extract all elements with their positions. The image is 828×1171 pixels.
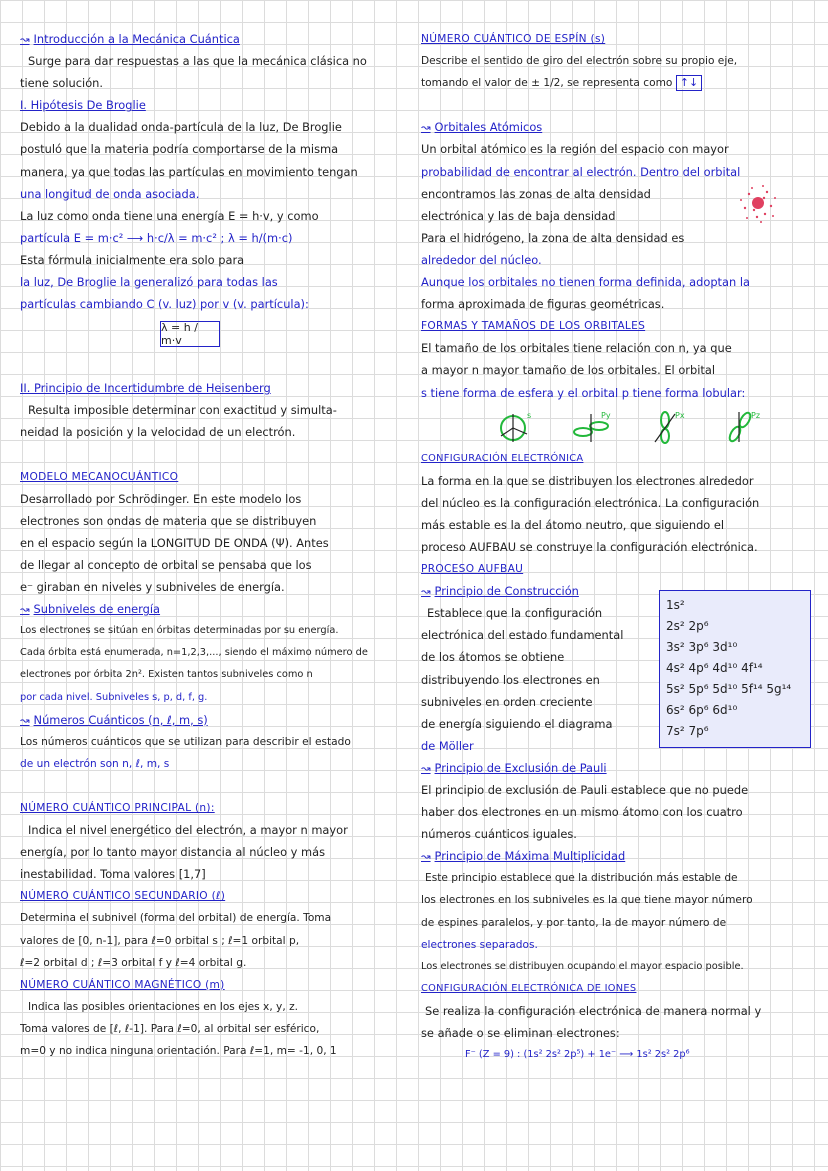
hund-line: Este principio establece que la distribución más estable de — [425, 872, 738, 885]
heisenberg-heading: II. Principio de Incertidumbre de Heisenberg — [20, 381, 271, 396]
numeros-line: de un electrón son n, ℓ, m, s — [20, 757, 170, 770]
principal-line: energía, por lo tanto mayor distancia al núcleo y más — [20, 845, 326, 860]
py-orbital-icon — [571, 408, 615, 444]
moller-row: 5s² 5p⁶ 5d¹⁰ 5f¹⁴ 5g¹⁴ — [666, 682, 792, 696]
orbitales-line: encontramos las zonas de alta densidad — [421, 186, 651, 201]
construccion-line: Establece que la configuración — [427, 606, 603, 621]
orbital-label: s — [527, 410, 532, 420]
subniveles-line: Los electrones se sitúan en órbitas determinadas por su energía. — [20, 625, 339, 637]
orbitales-line: Aunque los orbitales no tienen forma definida, adoptan la — [421, 275, 750, 290]
pauli-heading: ↝ Principio de Exclusión de Pauli — [421, 760, 607, 775]
construccion-line: electrónica del estado fundamental — [421, 628, 624, 643]
orbital-label: Pz — [751, 410, 761, 420]
hund-line: Los electrones se distribuyen ocupando el mayor espacio posible. — [421, 960, 744, 972]
broglie-line: Debido a la dualidad onda-partícula de la luz, De Broglie — [20, 120, 342, 135]
iones-line: se añade o se eliminan electrones: — [421, 1026, 620, 1041]
broglie-line: partícula E = m·c² ⟶ h·c/λ = m·c² ; λ = h/(m·c) — [20, 230, 293, 245]
modelo-line: Desarrollado por Schrödinger. En este modelo los — [20, 491, 302, 506]
secundario-line: Determina el subnivel (forma del orbital) de energía. Toma — [20, 912, 332, 925]
spin-line: Describe el sentido de giro del electrón sobre su propio eje, — [421, 55, 738, 68]
hund-line: electrones separados. — [421, 938, 538, 951]
secundario-line: valores de [0, n-1], para ℓ=0 orbital s ; ℓ=1 orbital p, — [20, 934, 300, 947]
pz-orbital-icon — [723, 408, 763, 444]
config-line: La forma en la que se distribuyen los electrones alrededor — [421, 473, 754, 488]
magnetico-line: Toma valores de [ℓ, ℓ-1]. Para ℓ=0, al orbital ser esférico, — [20, 1022, 320, 1035]
secundario-heading: NÚMERO CUÁNTICO SECUNDARIO (ℓ) — [20, 890, 226, 903]
orbitales-line: Un orbital atómico es la región del espacio con mayor — [421, 142, 729, 157]
config-line: proceso AUFBAU se construye la configuración electrónica. — [421, 539, 758, 554]
pauli-line: El principio de exclusión de Pauli establece que no puede — [421, 783, 749, 797]
subniveles-heading: ↝ Subniveles de energía — [20, 602, 161, 617]
formas-line: El tamaño de los orbitales tiene relación con n, ya que — [421, 341, 732, 356]
formas-heading: FORMAS Y TAMAÑOS DE LOS ORBITALES — [421, 320, 646, 333]
moller-row: 3s² 3p⁶ 3d¹⁰ — [666, 640, 738, 654]
config-line: del núcleo es la configuración electrónica. La configuración — [421, 495, 760, 510]
moller-row: 6s² 6p⁶ 6d¹⁰ — [666, 703, 738, 717]
principal-heading: NÚMERO CUÁNTICO PRINCIPAL (n): — [20, 802, 215, 814]
orbitales-heading: ↝ Orbitales Atómicos — [421, 120, 543, 135]
config-line: más estable es la del átomo neutro, que siguiendo el — [421, 517, 725, 532]
construccion-line: distribuyendo los electrones en — [421, 672, 600, 687]
title-heading: ↝ Introducción a la Mecánica Cuántica — [20, 32, 240, 46]
construccion-line: de energía siguiendo el diagrama — [421, 716, 613, 731]
orbital-shapes — [497, 404, 815, 448]
s-orbital-icon — [497, 408, 537, 444]
pauli-line: haber dos electrones en un mismo átomo con los cuatro — [421, 805, 743, 820]
orbital-label: Px — [675, 410, 685, 420]
iones-example: F⁻ (Z = 9) : (1s² 2s² 2p⁵) + 1e⁻ ⟶ 1s² 2s² 2p⁶ — [465, 1049, 690, 1061]
spin-symbol: ↑↓ — [676, 75, 702, 91]
moller-row: 4s² 4p⁶ 4d¹⁰ 4f¹⁴ — [666, 661, 763, 675]
heisenberg-line: Resulta imposible determinar con exactitud y simulta- — [28, 403, 337, 418]
iones-heading: CONFIGURACIÓN ELECTRÓNICA DE IONES — [421, 982, 637, 994]
broglie-line: manera, ya que todas las partículas en movimiento tengan — [20, 164, 358, 179]
construccion-line: de los átomos se obtiene — [421, 650, 565, 665]
hund-heading: ↝ Principio de Máxima Multiplicidad — [421, 849, 626, 864]
pauli-line: números cuánticos iguales. — [421, 827, 577, 842]
broglie-formula-box: λ = h / m·v — [160, 321, 220, 347]
hund-line: de espines paralelos, y por tanto, la de mayor número de — [421, 916, 727, 929]
left-column — [20, 28, 408, 1062]
intro-line: Surge para dar respuestas a las que la mecánica clásica no — [28, 54, 367, 69]
magnetico-line: Indica las posibles orientaciones en los ejes x, y, z. — [28, 1000, 298, 1013]
magnetico-heading: NÚMERO CUÁNTICO MAGNÉTICO (m) — [20, 978, 225, 991]
secundario-line: ℓ=2 orbital d ; ℓ=3 orbital f y ℓ=4 orbital g. — [20, 956, 247, 969]
modelo-line: electrones son ondas de materia que se distribuyen — [20, 513, 317, 528]
hund-line: los electrones en los subniveles es la que tiene mayor número — [421, 894, 753, 907]
modelo-line: de llegar al concepto de orbital se pensaba que los — [20, 557, 312, 572]
orbitales-line: probabilidad de encontrar al electrón. Dentro del orbital — [421, 164, 741, 179]
orbitales-line: Para el hidrógeno, la zona de alta densidad es — [421, 230, 685, 245]
principal-line: inestabilidad. Toma valores [1,7] — [20, 867, 206, 882]
principal-line: Indica el nivel energético del electrón, a mayor n mayor — [28, 823, 348, 838]
iones-line: Se realiza la configuración electrónica de manera normal y — [425, 1003, 762, 1018]
formas-line: s tiene forma de esfera y el orbital p tiene forma lobular: — [421, 385, 746, 400]
magnetico-line: m=0 y no indica ninguna orientación. Para ℓ=1, m= -1, 0, 1 — [20, 1045, 337, 1058]
config-heading: CONFIGURACIÓN ELECTRÓNICA — [421, 452, 584, 464]
atom-density-icon — [735, 180, 781, 226]
broglie-line: la luz, De Broglie la generalizó para todas las — [20, 275, 278, 290]
construccion-line: subniveles en orden creciente — [421, 694, 593, 709]
spin-heading: NÚMERO CUÁNTICO DE ESPÍN (s) — [421, 33, 606, 45]
broglie-line: Esta fórmula inicialmente era solo para — [20, 252, 245, 267]
broglie-line: una longitud de onda asociada. — [20, 186, 200, 201]
intro-line: tiene solución. — [20, 76, 104, 91]
spin-line: tomando el valor de ± 1/2, se representa como ↑↓ — [421, 72, 815, 94]
formas-line: a mayor n mayor tamaño de los orbitales. El orbital — [421, 363, 715, 378]
subniveles-line: Cada órbita está enumerada, n=1,2,3,..., siendo el máximo número de — [20, 647, 368, 659]
broglie-heading: I. Hipótesis De Broglie — [20, 98, 146, 113]
px-orbital-icon — [649, 408, 689, 444]
orbitales-line: forma aproximada de figuras geométricas. — [421, 297, 665, 312]
numeros-line: Los números cuánticos que se utilizan para describir el estado — [20, 735, 351, 748]
broglie-line: partículas cambiando C (v. luz) por v (v. partícula): — [20, 297, 309, 312]
orbital-label: Py — [601, 410, 611, 420]
numeros-heading: ↝ Números Cuánticos (n, ℓ, m, s) — [20, 712, 208, 727]
modelo-line: en el espacio según la LONGITUD DE ONDA (Ψ). Antes — [20, 535, 329, 550]
subniveles-line: por cada nivel. Subniveles s, p, d, f, g. — [20, 691, 208, 703]
modelo-line: e⁻ giraban en niveles y subniveles de energía. — [20, 580, 285, 595]
broglie-line: La luz como onda tiene una energía E = h·v, y como — [20, 208, 319, 223]
moller-row: 7s² 7p⁶ — [666, 724, 709, 738]
moller-row: 1s² — [666, 598, 685, 612]
aufbau-heading: PROCESO AUFBAU — [421, 563, 524, 576]
heisenberg-line: neidad la posición y la velocidad de un electrón. — [20, 425, 296, 440]
subniveles-line: electrones por órbita 2n². Existen tantos subniveles como n — [20, 669, 313, 681]
orbitales-line: electrónica y las de baja densidad — [421, 208, 616, 223]
construccion-line: de Möller — [421, 738, 474, 753]
moller-row: 2s² 2p⁶ — [666, 619, 709, 633]
modelo-heading: MODELO MECANOCUÁNTICO — [20, 470, 179, 483]
orbitales-line: alrededor del núcleo. — [421, 252, 542, 267]
moller-diagram-box — [659, 590, 811, 748]
right-column — [421, 28, 815, 1066]
broglie-line: postuló que la materia podría comportarse de la misma — [20, 142, 339, 157]
construccion-heading: ↝ Principio de Construcción — [421, 584, 579, 599]
